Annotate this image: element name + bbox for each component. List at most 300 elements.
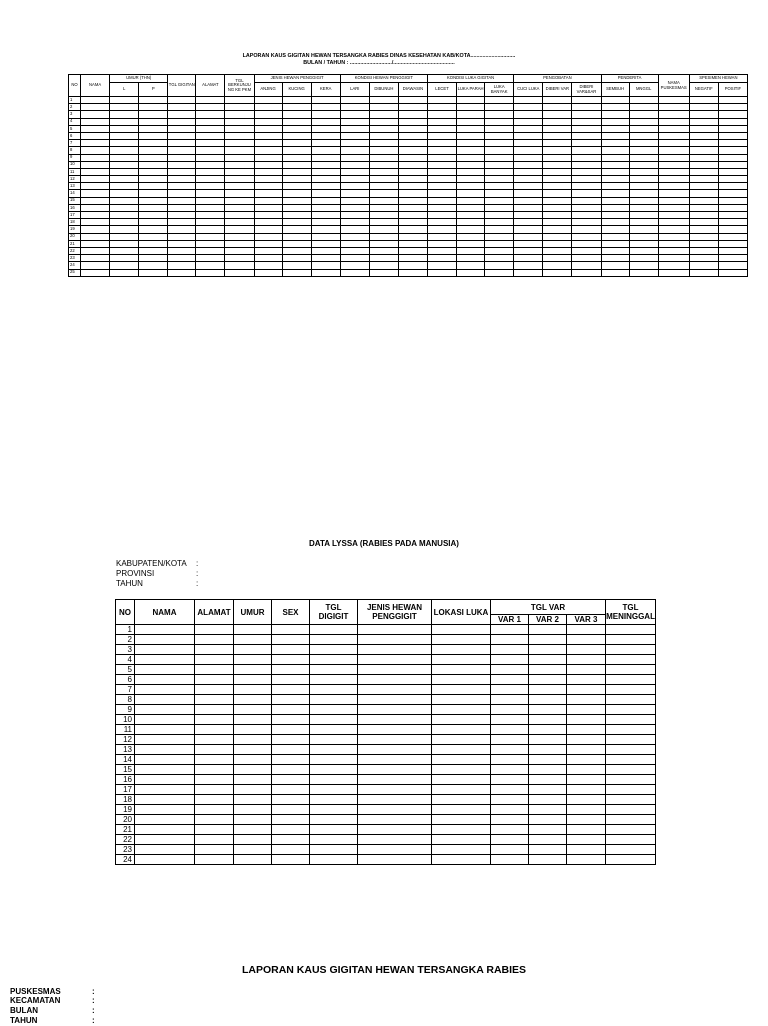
table-cell	[195, 675, 234, 685]
table-cell	[311, 147, 340, 154]
table-cell	[629, 97, 658, 104]
table-cell	[572, 132, 601, 139]
table-cell	[110, 233, 139, 240]
table-cell	[601, 240, 629, 247]
table-cell	[225, 212, 254, 219]
table-cell	[689, 111, 718, 118]
table-cell	[572, 183, 601, 190]
table-cell	[491, 705, 529, 715]
table-cell	[135, 675, 195, 685]
table-cell	[225, 247, 254, 254]
table-cell	[689, 247, 718, 254]
table-cell	[457, 147, 485, 154]
table-cell	[311, 97, 340, 104]
table-cell	[168, 219, 196, 226]
table-cell	[432, 825, 491, 835]
table-cell	[543, 226, 572, 233]
table-cell	[457, 240, 485, 247]
table-cell	[110, 132, 139, 139]
table-cell	[135, 745, 195, 755]
table-cell	[168, 132, 196, 139]
table-cell	[427, 118, 456, 125]
table-cell	[432, 815, 491, 825]
table-cell	[225, 140, 254, 147]
table-cell	[195, 855, 234, 865]
table-cell	[432, 625, 491, 635]
table-cell	[601, 147, 629, 154]
row-number: 4	[116, 655, 135, 665]
row-number: 8	[69, 147, 81, 154]
table-cell	[340, 168, 369, 175]
table-cell	[601, 226, 629, 233]
lyssa-row	[116, 695, 656, 705]
table-cell	[514, 154, 543, 161]
table-cell	[311, 104, 340, 111]
table-cell	[310, 685, 358, 695]
table-cell	[491, 805, 529, 815]
table-cell	[340, 125, 369, 132]
table-cell	[457, 161, 485, 168]
table-cell	[491, 775, 529, 785]
table-cell	[340, 176, 369, 183]
table-cell	[572, 197, 601, 204]
report1-table	[68, 74, 748, 277]
table-cell	[398, 104, 427, 111]
table-cell	[81, 204, 110, 211]
table-cell	[234, 825, 272, 835]
table-cell	[457, 262, 485, 269]
row-number: 14	[69, 190, 81, 197]
table-cell	[234, 645, 272, 655]
table-cell	[432, 675, 491, 685]
table-cell	[168, 118, 196, 125]
table-cell	[432, 835, 491, 845]
table-cell	[282, 247, 311, 254]
table-cell	[282, 233, 311, 240]
table-cell	[272, 715, 310, 725]
table-cell	[369, 197, 398, 204]
table-cell	[254, 154, 282, 161]
table-cell	[369, 233, 398, 240]
table-cell	[369, 97, 398, 104]
table-cell	[514, 269, 543, 276]
table-cell	[572, 212, 601, 219]
table-cell	[234, 785, 272, 795]
table-cell	[514, 255, 543, 262]
table-cell	[358, 795, 432, 805]
col-negatif: NEGATIF	[689, 83, 718, 97]
table-cell	[81, 132, 110, 139]
table-cell	[110, 262, 139, 269]
table-cell	[135, 725, 195, 735]
table-cell	[225, 176, 254, 183]
lyssa-row	[116, 845, 656, 855]
table-cell	[272, 695, 310, 705]
table-cell	[272, 645, 310, 655]
table-cell	[514, 132, 543, 139]
table-cell	[529, 705, 567, 715]
table-cell	[601, 247, 629, 254]
table-cell	[195, 625, 234, 635]
table-cell	[629, 140, 658, 147]
table-cell	[168, 197, 196, 204]
table-cell	[310, 705, 358, 715]
table-cell	[629, 118, 658, 125]
col-diberi-var-sar: DIBERI VAR&SAR	[572, 83, 601, 97]
table-cell	[139, 197, 168, 204]
table-cell	[718, 125, 747, 132]
table-cell	[81, 111, 110, 118]
table-cell	[139, 269, 168, 276]
table-cell	[658, 104, 689, 111]
table-cell	[658, 226, 689, 233]
col-positif: POSITIF	[718, 83, 747, 97]
table-cell	[234, 635, 272, 645]
table-cell	[135, 655, 195, 665]
lyssa-col-lokasi-luka: LOKASI LUKA	[432, 600, 491, 625]
table-cell	[457, 183, 485, 190]
table-cell	[658, 190, 689, 197]
table-cell	[606, 795, 656, 805]
table-cell	[658, 197, 689, 204]
table-cell	[485, 183, 514, 190]
table-cell	[491, 675, 529, 685]
tahun-label: TAHUN	[116, 579, 143, 588]
table-cell	[311, 168, 340, 175]
table-cell	[567, 755, 606, 765]
table-cell	[658, 168, 689, 175]
table-cell	[358, 655, 432, 665]
table-cell	[139, 111, 168, 118]
table-cell	[282, 97, 311, 104]
table-cell	[310, 675, 358, 685]
table-cell	[514, 219, 543, 226]
table-cell	[572, 255, 601, 262]
table-cell	[606, 725, 656, 735]
table-cell	[491, 745, 529, 755]
table-cell	[718, 197, 747, 204]
table-cell	[340, 269, 369, 276]
table-cell	[432, 855, 491, 865]
table-cell	[658, 255, 689, 262]
table-cell	[543, 161, 572, 168]
table-cell	[432, 805, 491, 815]
table-cell	[543, 233, 572, 240]
table-cell	[529, 825, 567, 835]
table-cell	[572, 240, 601, 247]
table-cell	[485, 219, 514, 226]
table-cell	[139, 226, 168, 233]
row-number: 6	[69, 132, 81, 139]
table-cell	[254, 233, 282, 240]
table-cell	[529, 785, 567, 795]
table-cell	[195, 745, 234, 755]
table-cell	[254, 140, 282, 147]
table-cell	[398, 190, 427, 197]
table-cell	[629, 204, 658, 211]
table-cell	[543, 204, 572, 211]
table-cell	[514, 183, 543, 190]
table-cell	[282, 125, 311, 132]
table-cell	[543, 269, 572, 276]
table-cell	[310, 795, 358, 805]
table-cell	[81, 212, 110, 219]
table-cell	[572, 269, 601, 276]
table-cell	[485, 161, 514, 168]
table-cell	[567, 695, 606, 705]
table-cell	[629, 132, 658, 139]
table-cell	[311, 118, 340, 125]
table-cell	[196, 219, 225, 226]
table-cell	[658, 125, 689, 132]
table-cell	[427, 97, 456, 104]
table-cell	[135, 845, 195, 855]
table-cell	[139, 147, 168, 154]
table-cell	[254, 125, 282, 132]
table-cell	[225, 168, 254, 175]
table-cell	[139, 204, 168, 211]
table-cell	[529, 715, 567, 725]
table-cell	[491, 755, 529, 765]
table-cell	[272, 735, 310, 745]
table-cell	[369, 147, 398, 154]
report1-row	[69, 212, 748, 219]
table-cell	[195, 805, 234, 815]
table-cell	[567, 715, 606, 725]
table-cell	[310, 745, 358, 755]
table-cell	[254, 247, 282, 254]
table-cell	[718, 183, 747, 190]
table-cell	[514, 197, 543, 204]
table-cell	[282, 176, 311, 183]
table-cell	[310, 815, 358, 825]
table-cell	[135, 695, 195, 705]
col-kondisi-luka: KONDISI LUKA GIGITAN	[427, 75, 513, 83]
table-cell	[81, 161, 110, 168]
col-anjing: ANJING	[254, 83, 282, 97]
table-cell	[310, 785, 358, 795]
table-cell	[225, 97, 254, 104]
table-cell	[168, 269, 196, 276]
row-number: 5	[116, 665, 135, 675]
report1-row	[69, 147, 748, 154]
table-cell	[514, 104, 543, 111]
table-cell	[567, 625, 606, 635]
row-number: 12	[116, 735, 135, 745]
table-cell	[272, 685, 310, 695]
table-cell	[485, 226, 514, 233]
table-cell	[629, 125, 658, 132]
row-number: 3	[69, 111, 81, 118]
table-cell	[254, 111, 282, 118]
report1-row	[69, 154, 748, 161]
lyssa-row	[116, 625, 656, 635]
table-cell	[358, 625, 432, 635]
table-cell	[139, 125, 168, 132]
table-cell	[282, 255, 311, 262]
table-cell	[629, 111, 658, 118]
table-cell	[358, 675, 432, 685]
table-cell	[567, 835, 606, 845]
table-cell	[272, 625, 310, 635]
table-cell	[272, 845, 310, 855]
table-cell	[427, 147, 456, 154]
table-cell	[310, 625, 358, 635]
lyssa-row	[116, 725, 656, 735]
table-cell	[139, 140, 168, 147]
table-cell	[135, 825, 195, 835]
table-cell	[254, 262, 282, 269]
lyssa-row	[116, 765, 656, 775]
col-penderita: PENDERITA	[601, 75, 658, 83]
table-cell	[254, 183, 282, 190]
table-cell	[234, 815, 272, 825]
lyssa-table	[115, 599, 656, 865]
table-cell	[718, 168, 747, 175]
col-lari: LARI	[340, 83, 369, 97]
table-cell	[432, 785, 491, 795]
lyssa-row	[116, 745, 656, 755]
table-cell	[225, 118, 254, 125]
table-cell	[629, 247, 658, 254]
table-cell	[514, 212, 543, 219]
table-cell	[311, 212, 340, 219]
provinsi-colon: :	[196, 569, 199, 578]
row-number: 24	[116, 855, 135, 865]
table-cell	[272, 785, 310, 795]
table-cell	[457, 212, 485, 219]
table-cell	[168, 190, 196, 197]
table-cell	[543, 168, 572, 175]
table-cell	[658, 140, 689, 147]
table-cell	[457, 204, 485, 211]
table-cell	[358, 685, 432, 695]
table-cell	[369, 247, 398, 254]
table-cell	[629, 147, 658, 154]
table-cell	[234, 845, 272, 855]
table-cell	[81, 176, 110, 183]
table-cell	[485, 104, 514, 111]
table-cell	[369, 104, 398, 111]
table-cell	[110, 190, 139, 197]
table-cell	[606, 825, 656, 835]
table-cell	[139, 104, 168, 111]
table-cell	[432, 665, 491, 675]
col-luka-banyak: LUKA BANYAK	[485, 83, 514, 97]
table-cell	[358, 825, 432, 835]
table-cell	[427, 262, 456, 269]
table-cell	[427, 140, 456, 147]
table-cell	[514, 226, 543, 233]
table-cell	[225, 111, 254, 118]
table-cell	[491, 765, 529, 775]
table-cell	[658, 176, 689, 183]
table-cell	[718, 111, 747, 118]
table-cell	[81, 125, 110, 132]
table-cell	[81, 118, 110, 125]
table-cell	[110, 125, 139, 132]
table-cell	[572, 161, 601, 168]
table-cell	[427, 132, 456, 139]
table-cell	[629, 262, 658, 269]
table-cell	[514, 168, 543, 175]
table-cell	[139, 255, 168, 262]
table-cell	[485, 240, 514, 247]
table-cell	[358, 635, 432, 645]
table-cell	[234, 795, 272, 805]
table-cell	[432, 845, 491, 855]
table-cell	[529, 665, 567, 675]
row-number: 7	[69, 140, 81, 147]
table-cell	[432, 765, 491, 775]
table-cell	[432, 635, 491, 645]
table-cell	[491, 655, 529, 665]
table-cell	[110, 204, 139, 211]
row-number: 3	[116, 645, 135, 655]
table-cell	[168, 104, 196, 111]
table-cell	[340, 154, 369, 161]
table-cell	[629, 240, 658, 247]
table-cell	[110, 247, 139, 254]
lyssa-row	[116, 715, 656, 725]
table-cell	[340, 190, 369, 197]
table-cell	[485, 204, 514, 211]
table-cell	[543, 176, 572, 183]
table-cell	[358, 715, 432, 725]
table-cell	[272, 825, 310, 835]
table-cell	[196, 197, 225, 204]
table-cell	[529, 815, 567, 825]
table-cell	[601, 104, 629, 111]
table-cell	[432, 645, 491, 655]
table-cell	[543, 104, 572, 111]
table-cell	[196, 255, 225, 262]
table-cell	[254, 118, 282, 125]
table-cell	[358, 835, 432, 845]
table-cell	[110, 197, 139, 204]
table-cell	[485, 147, 514, 154]
table-cell	[135, 815, 195, 825]
table-cell	[606, 645, 656, 655]
table-cell	[601, 97, 629, 104]
row-number: 4	[69, 118, 81, 125]
row-number: 13	[69, 183, 81, 190]
table-cell	[658, 161, 689, 168]
lyssa-col-no: NO	[116, 600, 135, 625]
table-cell	[196, 154, 225, 161]
table-cell	[427, 104, 456, 111]
table-cell	[168, 147, 196, 154]
table-cell	[572, 176, 601, 183]
table-cell	[135, 795, 195, 805]
table-cell	[689, 255, 718, 262]
table-cell	[689, 161, 718, 168]
table-cell	[110, 140, 139, 147]
lyssa-row	[116, 675, 656, 685]
report1-row	[69, 190, 748, 197]
table-cell	[601, 190, 629, 197]
table-cell	[491, 695, 529, 705]
table-cell	[398, 269, 427, 276]
table-cell	[195, 735, 234, 745]
table-cell	[196, 176, 225, 183]
report3-title: LAPORAN KAUS GIGITAN HEWAN TERSANGKA RABIES	[241, 964, 527, 976]
table-cell	[81, 168, 110, 175]
table-cell	[234, 665, 272, 675]
table-cell	[110, 219, 139, 226]
table-cell	[340, 255, 369, 262]
table-cell	[491, 645, 529, 655]
